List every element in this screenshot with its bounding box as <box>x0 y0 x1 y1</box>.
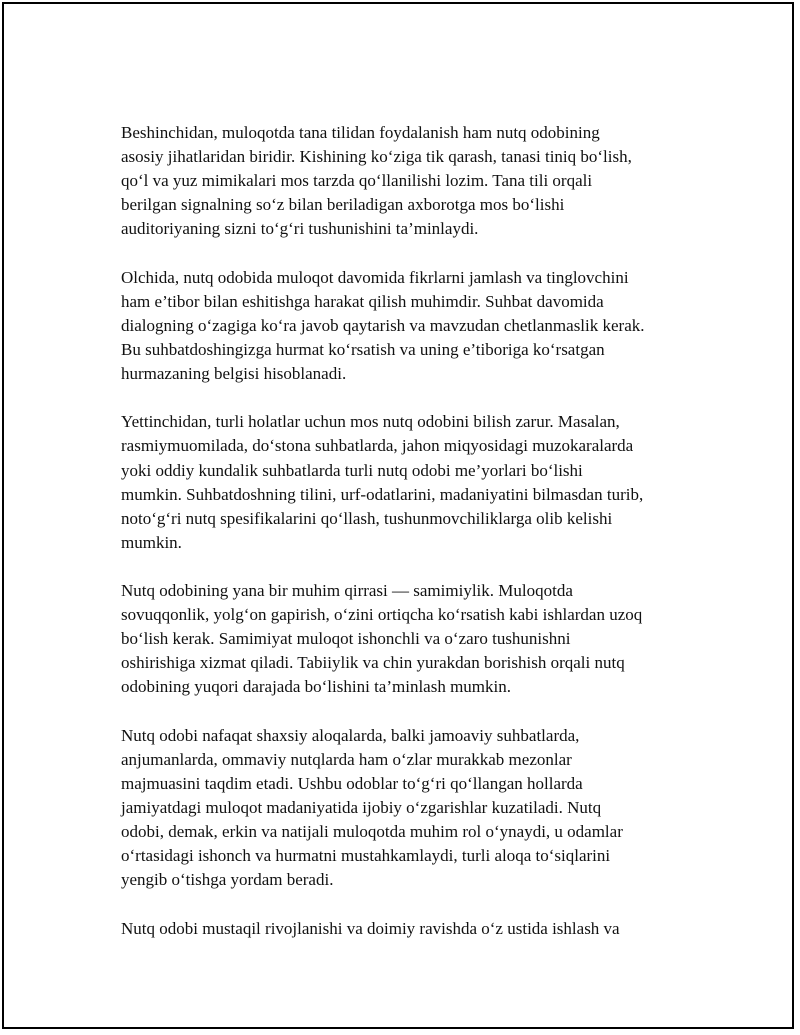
text-line: o‘rtasidagi ishonch va hurmatni mustahkamlaydi, turli aloqa to‘siqlarini <box>121 846 611 866</box>
text-line: berilgan signalning so‘z bilan beriladigan axborotga mos bo‘lishi <box>121 195 565 215</box>
paragraph <box>121 579 701 699</box>
text-line: Beshinchidan, muloqotda tana tilidan foydalanish ham nutq odobining <box>121 123 600 142</box>
text-line: Yettinchidan, turli holatlar uchun mos nutq odobini bilish zarur. Masalan, <box>121 412 620 432</box>
text-line: Nutq odobining yana bir muhim qirrasi — samimiylik. Muloqotda <box>121 581 573 601</box>
text-line: mumkin. <box>121 532 182 552</box>
text-line: jamiyatdagi muloqot madaniyatida ijobiy o‘zgarishlar kuzatiladi. Nutq <box>121 798 602 817</box>
paragraph <box>121 266 701 386</box>
text-line: Bu suhbatdoshingizga hurmat ko‘rsatish va uning e’tiboriga ko‘rsatgan <box>121 339 605 359</box>
paragraph <box>121 410 701 555</box>
text-line: asosiy jihatlaridan biridir. Kishining ko‘ziga tik qarash, tanasi tiniq bo‘lish, <box>121 147 632 167</box>
text-line: yoki oddiy kundalik suhbatlarda turli nutq odobi me’yorlari bo‘lishi <box>121 460 583 480</box>
text-line: odobi, demak, erkin va natijali muloqotda muhim rol o‘ynaydi, u odamlar <box>121 822 623 842</box>
text-line: oshirishiga xizmat qiladi. Tabiiylik va chin yurakdan borishish orqali nutq <box>121 653 625 673</box>
text-line: qo‘l va yuz mimikalari mos tarzda qo‘llanilishi lozim. Tana tili orqali <box>121 171 593 191</box>
text-line: bo‘lish kerak. Samimiyat muloqot ishonchli va o‘zaro tushunishni <box>121 629 571 649</box>
text-line: anjumanlarda, ommaviy nutqlarda ham o‘zlar murakkab mezonlar <box>121 749 572 769</box>
text-line: majmuasini taqdim etadi. Ushbu odoblar to‘g‘ri qo‘llangan hollarda <box>121 773 583 793</box>
text-line: dialogning o‘zagiga ko‘ra javob qaytarish va mavzudan chetlanmaslik kerak. <box>121 315 645 335</box>
paragraph <box>121 121 701 241</box>
text-line: Nutq odobi nafaqat shaxsiy aloqalarda, balki jamoaviy suhbatlarda, <box>121 725 580 745</box>
text-line: mumkin. Suhbatdoshning tilini, urf-odatlarini, madaniyatini bilmasdan turib, <box>121 484 644 504</box>
page-frame <box>2 2 794 1029</box>
text-line: hurmazaning belgisi hisoblanadi. <box>121 364 347 384</box>
text-line: rasmiymuomilada, do‘stona suhbatlarda, jahon miqyosidagi muzokaralarda <box>121 436 634 456</box>
text-line: auditoriyaning sizni to‘g‘ri tushunishini ta’minlaydi. <box>121 219 479 239</box>
document-body <box>121 121 701 965</box>
text-line: noto‘g‘ri nutq spesifikalarini qo‘llash, tushunmovchiliklarga olib kelishi <box>121 508 613 528</box>
text-line: ham e’tibor bilan eshitishga harakat qilish muhimdir. Suhbat davomida <box>121 291 604 311</box>
text-line: sovuqqonlik, yolg‘on gapirish, o‘zini ortiqcha ko‘rsatish kabi ishlardan uzoq <box>121 605 643 625</box>
text-line: yengib o‘tishga yordam beradi. <box>121 870 334 890</box>
paragraph <box>121 917 701 941</box>
text-line: Nutq odobi mustaqil rivojlanishi va doimiy ravishda o‘z ustida ishlash va <box>121 918 620 938</box>
paragraph <box>121 724 701 893</box>
text-line: odobining yuqori darajada bo‘lishini ta’minlash mumkin. <box>121 677 511 697</box>
text-line: Olchida, nutq odobida muloqot davomida fikrlarni jamlash va tinglovchini <box>121 267 629 287</box>
